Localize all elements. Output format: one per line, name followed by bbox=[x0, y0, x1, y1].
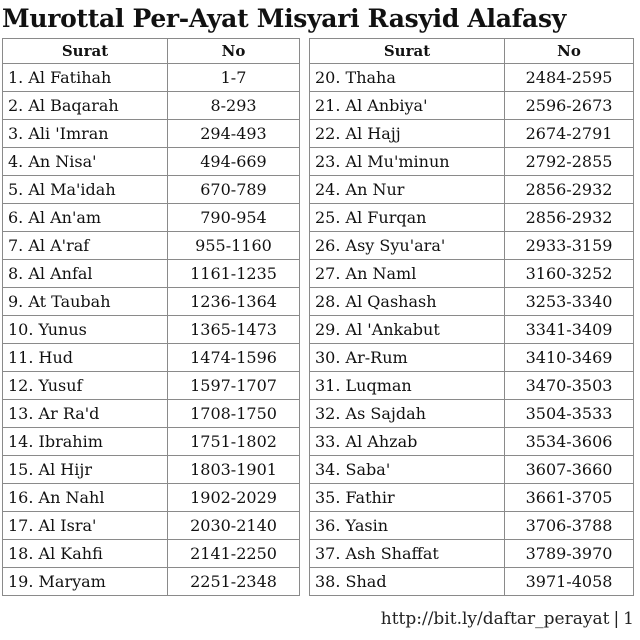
ayat-range-cell: 3789-3970 bbox=[505, 540, 634, 568]
surah-name-cell: 38. Shad bbox=[310, 568, 505, 596]
surah-name-cell: 21. Al Anbiya' bbox=[310, 92, 505, 120]
table-row bbox=[3, 260, 300, 288]
surah-name-cell: 36. Yasin bbox=[310, 512, 505, 540]
ayat-range-cell: 2030-2140 bbox=[168, 512, 300, 540]
surah-name-cell: 34. Saba' bbox=[310, 456, 505, 484]
surah-name-cell: 8. Al Anfal bbox=[3, 260, 168, 288]
footer-page-number: 1 bbox=[623, 609, 634, 629]
table-header-row bbox=[3, 39, 300, 64]
table-row bbox=[3, 400, 300, 428]
ayat-range-cell: 3470-3503 bbox=[505, 372, 634, 400]
ayat-range-cell: 3410-3469 bbox=[505, 344, 634, 372]
ayat-range-cell: 3661-3705 bbox=[505, 484, 634, 512]
table-row bbox=[3, 176, 300, 204]
table-row bbox=[3, 456, 300, 484]
surah-name-cell: 12. Yusuf bbox=[3, 372, 168, 400]
ayat-range-cell: 2251-2348 bbox=[168, 568, 300, 596]
surah-name-cell: 30. Ar-Rum bbox=[310, 344, 505, 372]
surah-name-cell: 4. An Nisa' bbox=[3, 148, 168, 176]
ayat-range-cell: 3706-3788 bbox=[505, 512, 634, 540]
table-row bbox=[310, 176, 634, 204]
ayat-range-cell: 3534-3606 bbox=[505, 428, 634, 456]
table-row bbox=[3, 232, 300, 260]
surah-name-cell: 25. Al Furqan bbox=[310, 204, 505, 232]
surah-name-cell: 22. Al Hajj bbox=[310, 120, 505, 148]
table-row bbox=[310, 344, 634, 372]
surah-name-cell: 28. Al Qashash bbox=[310, 288, 505, 316]
ayat-range-cell: 790-954 bbox=[168, 204, 300, 232]
table-row bbox=[3, 288, 300, 316]
ayat-range-cell: 2856-2932 bbox=[505, 176, 634, 204]
surah-name-cell: 27. An Naml bbox=[310, 260, 505, 288]
surah-name-cell: 11. Hud bbox=[3, 344, 168, 372]
table-row bbox=[3, 428, 300, 456]
table-row bbox=[3, 372, 300, 400]
surah-table-right bbox=[309, 38, 634, 596]
surah-name-cell: 9. At Taubah bbox=[3, 288, 168, 316]
header-surat: Surat bbox=[3, 39, 168, 64]
ayat-range-cell: 1474-1596 bbox=[168, 344, 300, 372]
header-no: No bbox=[168, 39, 300, 64]
ayat-range-cell: 2141-2250 bbox=[168, 540, 300, 568]
ayat-range-cell: 3504-3533 bbox=[505, 400, 634, 428]
header-no: No bbox=[505, 39, 634, 64]
ayat-range-cell: 3341-3409 bbox=[505, 316, 634, 344]
table-row bbox=[3, 344, 300, 372]
surah-table-left bbox=[2, 38, 300, 596]
surah-name-cell: 29. Al 'Ankabut bbox=[310, 316, 505, 344]
surah-name-cell: 7. Al A'raf bbox=[3, 232, 168, 260]
ayat-range-cell: 8-293 bbox=[168, 92, 300, 120]
ayat-range-cell: 1803-1901 bbox=[168, 456, 300, 484]
table-row bbox=[310, 372, 634, 400]
ayat-range-cell: 3160-3252 bbox=[505, 260, 634, 288]
table-row bbox=[3, 568, 300, 596]
surah-name-cell: 26. Asy Syu'ara' bbox=[310, 232, 505, 260]
surah-name-cell: 15. Al Hijr bbox=[3, 456, 168, 484]
surah-name-cell: 3. Ali 'Imran bbox=[3, 120, 168, 148]
table-row bbox=[310, 232, 634, 260]
ayat-range-cell: 1365-1473 bbox=[168, 316, 300, 344]
table-row bbox=[310, 260, 634, 288]
table-row bbox=[3, 540, 300, 568]
footer-separator: | bbox=[613, 609, 620, 629]
table-row bbox=[310, 568, 634, 596]
surah-name-cell: 32. As Sajdah bbox=[310, 400, 505, 428]
footer-link[interactable]: http://bit.ly/daftar_perayat bbox=[380, 609, 610, 629]
surah-name-cell: 18. Al Kahfi bbox=[3, 540, 168, 568]
ayat-range-cell: 955-1160 bbox=[168, 232, 300, 260]
ayat-range-cell: 2596-2673 bbox=[505, 92, 634, 120]
table-row bbox=[310, 512, 634, 540]
table-row bbox=[310, 288, 634, 316]
surah-name-cell: 14. Ibrahim bbox=[3, 428, 168, 456]
footer bbox=[381, 604, 634, 634]
surah-name-cell: 1. Al Fatihah bbox=[3, 64, 168, 92]
ayat-range-cell: 2792-2855 bbox=[505, 148, 634, 176]
surah-name-cell: 19. Maryam bbox=[3, 568, 168, 596]
table-row bbox=[310, 400, 634, 428]
surah-name-cell: 17. Al Isra' bbox=[3, 512, 168, 540]
surah-name-cell: 6. Al An'am bbox=[3, 204, 168, 232]
table-row bbox=[310, 540, 634, 568]
table-row bbox=[310, 148, 634, 176]
ayat-range-cell: 1708-1750 bbox=[168, 400, 300, 428]
ayat-range-cell: 3607-3660 bbox=[505, 456, 634, 484]
surah-name-cell: 33. Al Ahzab bbox=[310, 428, 505, 456]
ayat-range-cell: 3971-4058 bbox=[505, 568, 634, 596]
table-row bbox=[310, 204, 634, 232]
ayat-range-cell: 1161-1235 bbox=[168, 260, 300, 288]
surah-name-cell: 2. Al Baqarah bbox=[3, 92, 168, 120]
surah-name-cell: 37. Ash Shaffat bbox=[310, 540, 505, 568]
table-row bbox=[310, 428, 634, 456]
table-row bbox=[3, 316, 300, 344]
ayat-range-cell: 1236-1364 bbox=[168, 288, 300, 316]
surah-name-cell: 10. Yunus bbox=[3, 316, 168, 344]
surah-name-cell: 13. Ar Ra'd bbox=[3, 400, 168, 428]
header-surat: Surat bbox=[310, 39, 505, 64]
surah-name-cell: 5. Al Ma'idah bbox=[3, 176, 168, 204]
table-header-row bbox=[310, 39, 634, 64]
ayat-range-cell: 1-7 bbox=[168, 64, 300, 92]
ayat-range-cell: 2933-3159 bbox=[505, 232, 634, 260]
ayat-range-cell: 494-669 bbox=[168, 148, 300, 176]
surah-name-cell: 20. Thaha bbox=[310, 64, 505, 92]
ayat-range-cell: 3253-3340 bbox=[505, 288, 634, 316]
table-row bbox=[3, 92, 300, 120]
ayat-range-cell: 2484-2595 bbox=[505, 64, 634, 92]
table-row bbox=[310, 92, 634, 120]
ayat-range-cell: 670-789 bbox=[168, 176, 300, 204]
table-row bbox=[3, 484, 300, 512]
ayat-range-cell: 2856-2932 bbox=[505, 204, 634, 232]
ayat-range-cell: 2674-2791 bbox=[505, 120, 634, 148]
table-row bbox=[310, 64, 634, 92]
table-row bbox=[3, 512, 300, 540]
surah-name-cell: 23. Al Mu'minun bbox=[310, 148, 505, 176]
table-row bbox=[310, 456, 634, 484]
table-row bbox=[3, 204, 300, 232]
table-row bbox=[3, 64, 300, 92]
table-row bbox=[310, 120, 634, 148]
page-title: Murottal Per-Ayat Misyari Rasyid Alafasy bbox=[2, 4, 566, 33]
table-row bbox=[310, 484, 634, 512]
ayat-range-cell: 1597-1707 bbox=[168, 372, 300, 400]
ayat-range-cell: 1902-2029 bbox=[168, 484, 300, 512]
ayat-range-cell: 1751-1802 bbox=[168, 428, 300, 456]
table-row bbox=[310, 316, 634, 344]
surah-name-cell: 16. An Nahl bbox=[3, 484, 168, 512]
surah-name-cell: 24. An Nur bbox=[310, 176, 505, 204]
surah-name-cell: 31. Luqman bbox=[310, 372, 505, 400]
table-row bbox=[3, 148, 300, 176]
ayat-range-cell: 294-493 bbox=[168, 120, 300, 148]
surah-name-cell: 35. Fathir bbox=[310, 484, 505, 512]
table-row bbox=[3, 120, 300, 148]
